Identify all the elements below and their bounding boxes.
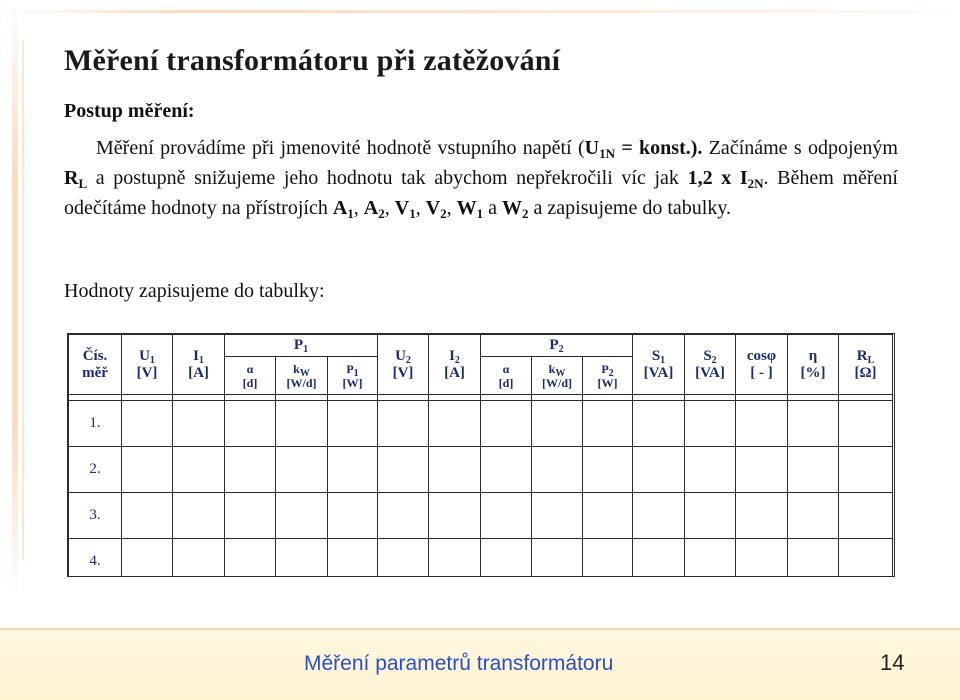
header-cell-cosphi [736,335,788,395]
value-cell[interactable] [532,401,583,447]
row-number: 1. [69,401,122,447]
value-cell[interactable] [173,493,225,539]
header-unit: [ - ] [750,364,773,381]
value-cell[interactable] [429,401,481,447]
header-label: cosφ [746,347,777,364]
value-cell[interactable] [122,447,173,493]
para-symbol: V [425,197,441,219]
header-cell-u2 [378,335,429,395]
value-cell[interactable] [532,493,583,539]
slide-title: Měření transformátoru při zatěžování [64,44,561,77]
para-subscript: 2N [747,176,764,191]
header-cell-s1 [633,335,685,395]
header-cell-p2-group: $P_2$ [481,335,633,357]
header-label: Čís. [82,347,108,364]
para-subscript: 2 [440,206,447,221]
value-cell[interactable] [532,539,583,578]
value-cell[interactable] [328,539,378,578]
value-cell[interactable] [122,539,173,578]
value-cell[interactable] [276,493,328,539]
header-cell-number [69,335,122,395]
header-cell-p1-kw: $k_W$ [W/d] [276,357,328,395]
value-cell[interactable] [583,493,633,539]
value-cell[interactable] [429,447,481,493]
para-text: a postupně snižujeme jeho hodnotu tak abychom nepřekročili víc jak [87,167,688,189]
value-cell[interactable] [225,401,276,447]
measurement-table [68,334,893,577]
header-label: $U_1$ [139,347,155,366]
section-heading: Postup měření: [64,100,195,122]
value-cell[interactable] [481,401,532,447]
row-number: 4. [69,539,122,578]
header-label: $S_2$ [703,347,717,366]
value-cell[interactable] [685,493,736,539]
value-cell[interactable] [788,401,839,447]
value-cell[interactable] [481,447,532,493]
value-cell[interactable] [736,493,788,539]
slide-frame-left-inner [22,40,24,560]
para-subscript: 1 [476,206,484,221]
para-symbol: U [584,137,600,159]
para-text: = konst.). [614,137,703,159]
value-cell[interactable] [122,401,173,447]
value-cell[interactable] [633,539,685,578]
para-symbol: 1,2 x I [687,167,748,189]
header-cell-p1-alpha: α [d] [225,357,276,395]
value-cell[interactable] [328,401,378,447]
value-cell[interactable] [276,401,328,447]
para-text: Měření provádíme při jmenovité hodnotě vstupního napětí ( [96,137,585,159]
header-cell-i1 [173,335,225,395]
header-unit: [Ω] [854,364,877,381]
header-label: $I_2$ [449,347,460,366]
para-text: , [384,197,395,219]
para-symbol: V [394,197,410,219]
table-row [69,447,893,493]
para-symbol: W [502,197,523,219]
para-text: , [353,197,364,219]
row-number: 3. [69,493,122,539]
para-symbol: A [363,197,379,219]
slide-frame-top [0,10,960,13]
header-cell-p1-p: $P_1$ [W] [328,357,378,395]
header-cell-s2 [685,335,736,395]
para-text: Začínáme s odpojeným [702,137,898,159]
header-unit: [V] [136,364,158,381]
value-cell[interactable] [328,447,378,493]
para-subscript: 2 [522,206,529,221]
header-cell-p2-kw: $k_W$ [W/d] [532,357,583,395]
value-cell[interactable] [481,493,532,539]
para-symbol: A [332,197,348,219]
value-cell[interactable] [788,493,839,539]
value-cell[interactable] [378,401,429,447]
header-cell-p2-p: $P_2$ [W] [583,357,633,395]
value-cell[interactable] [788,539,839,578]
value-cell[interactable] [633,401,685,447]
value-cell[interactable] [481,539,532,578]
para-subscript: 1 [347,206,354,221]
value-cell[interactable] [328,493,378,539]
value-cell[interactable] [736,447,788,493]
header-label: $U_2$ [395,347,411,366]
header-unit: [%] [800,364,826,381]
table-row [69,539,893,578]
header-label: $I_1$ [193,347,204,366]
value-cell[interactable] [839,493,893,539]
value-cell[interactable] [583,539,633,578]
footer-divider [0,628,960,630]
header-cell-p1-group: $P_1$ [225,335,378,357]
para-subscript: L [78,176,88,191]
header-cell-eta [788,335,839,395]
value-cell[interactable] [736,401,788,447]
value-cell[interactable] [736,539,788,578]
para-text: a zapisujeme do tabulky. [528,197,732,219]
header-cell-u1 [122,335,173,395]
table-intro: Hodnoty zapisujeme do tabulky: [64,280,325,302]
header-label: měř [82,364,108,381]
para-text: , [446,197,457,219]
value-cell[interactable] [532,447,583,493]
value-cell[interactable] [276,539,328,578]
measurement-table-image [67,333,895,577]
slide-frame-left [12,0,18,600]
value-cell[interactable] [276,447,328,493]
page-number: 14 [880,650,905,675]
value-cell[interactable] [429,539,481,578]
header-label: $R_L$ [856,347,875,366]
value-cell[interactable] [685,447,736,493]
para-text: , [415,197,426,219]
value-cell[interactable] [173,401,225,447]
value-cell[interactable] [122,493,173,539]
header-unit: [VA] [643,364,674,381]
header-label: η [808,347,818,364]
value-cell[interactable] [839,539,893,578]
value-cell[interactable] [685,401,736,447]
value-cell[interactable] [225,493,276,539]
header-cell-p2-alpha: α [d] [481,357,532,395]
header-cell-i2 [429,335,481,395]
value-cell[interactable] [839,447,893,493]
table-row [69,401,893,447]
row-number: 2. [69,447,122,493]
header-unit: [A] [444,364,465,381]
footer-title: Měření parametrů transformátoru [304,652,614,675]
value-cell[interactable] [378,447,429,493]
header-unit: [V] [392,364,414,381]
value-cell[interactable] [225,539,276,578]
value-cell[interactable] [633,493,685,539]
value-cell[interactable] [839,401,893,447]
para-subscript: 2 [378,206,385,221]
para-symbol: R [64,167,79,189]
value-cell[interactable] [583,401,633,447]
para-subscript: 1 [409,206,416,221]
value-cell[interactable] [429,493,481,539]
value-cell[interactable] [225,447,276,493]
para-subscript: 1N [599,146,615,161]
value-cell[interactable] [378,493,429,539]
value-cell[interactable] [788,447,839,493]
para-symbol: W [456,197,477,219]
value-cell[interactable] [173,447,225,493]
value-cell[interactable] [173,539,225,578]
table-row [69,493,893,539]
value-cell[interactable] [633,447,685,493]
header-unit: [A] [188,364,209,381]
para-text: a [483,197,503,219]
header-unit: [VA] [695,364,725,381]
header-cell-rl [839,335,893,395]
value-cell[interactable] [378,539,429,578]
value-cell[interactable] [685,539,736,578]
procedure-paragraph [64,133,898,223]
para-text: . Během měření odečítáme hodnoty na přístrojích [64,167,898,219]
header-label: $S_1$ [651,347,666,366]
value-cell[interactable] [583,447,633,493]
